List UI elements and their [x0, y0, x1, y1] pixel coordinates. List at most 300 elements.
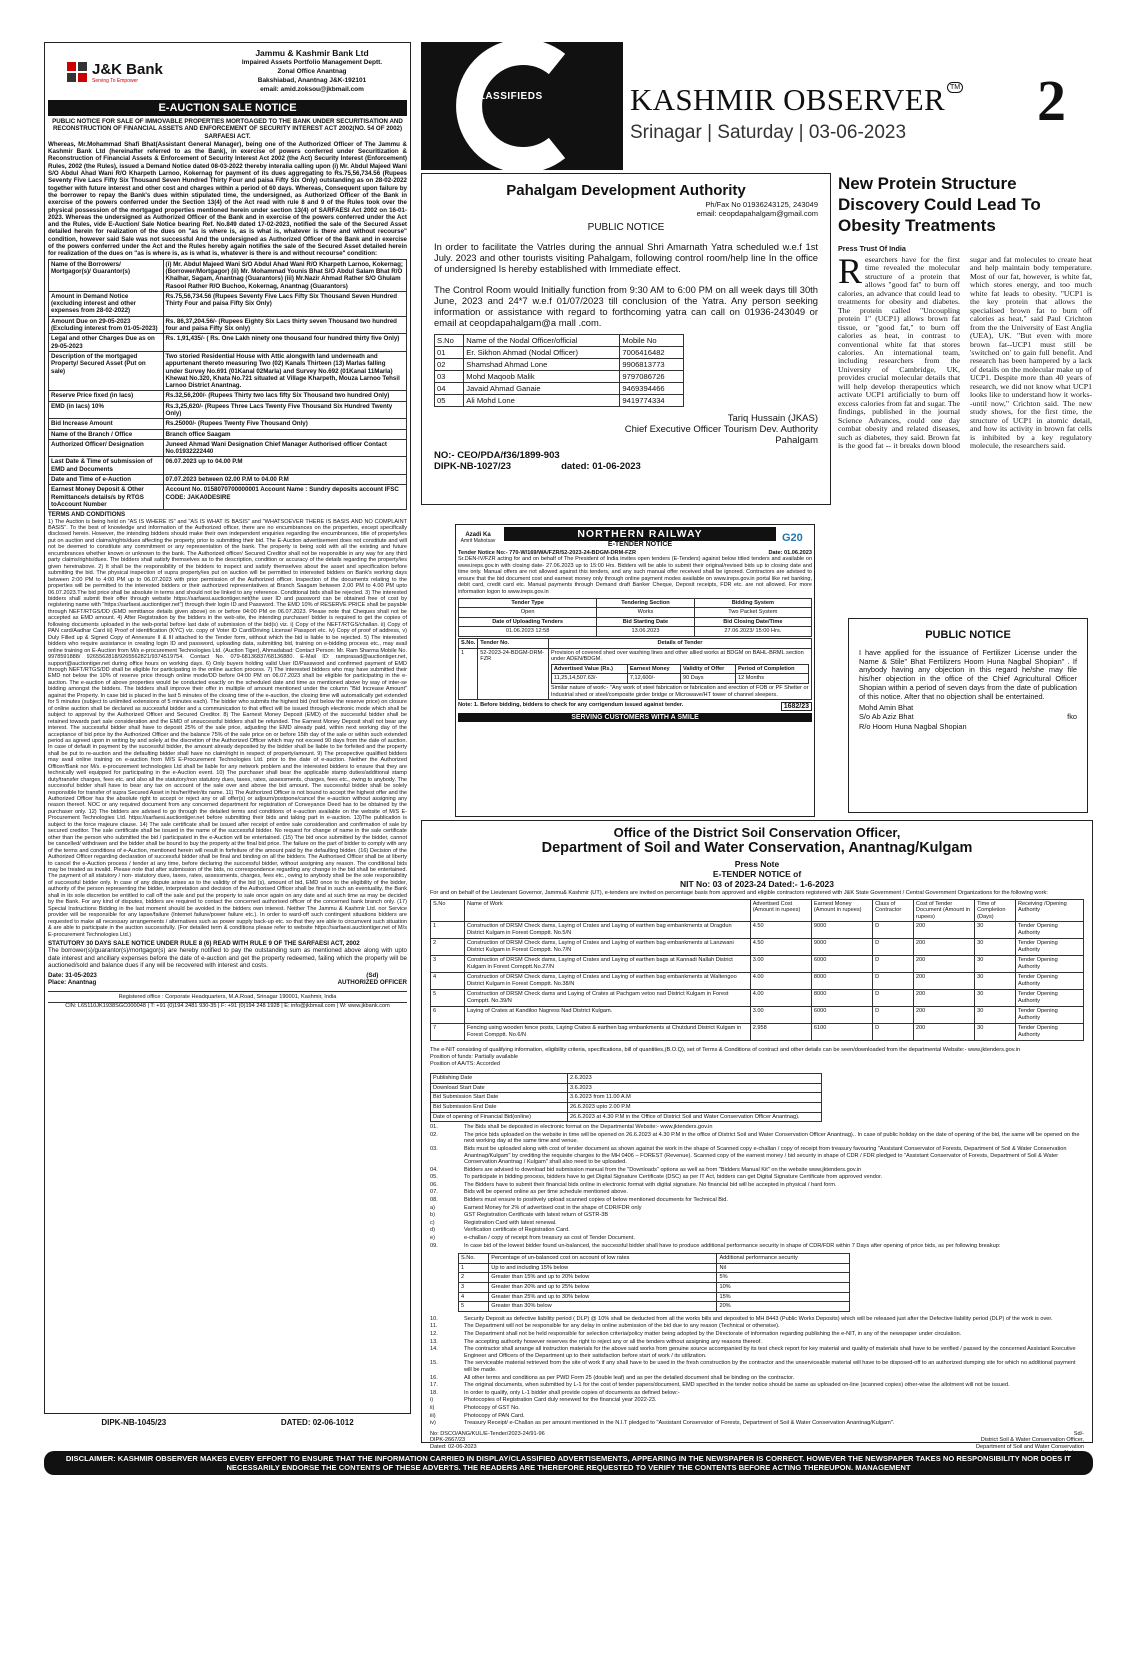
soil-ps-cell: 3: [459, 1283, 489, 1293]
detail-row: [49, 429, 407, 439]
soil-table-row: [431, 939, 1084, 956]
pda-table-row: [435, 371, 684, 383]
soil-cell: 200: [913, 922, 974, 939]
soil-date-value: 26.6.2023 at 4.30 P.M in the Office of District Soil and Water Conservation Officer Anantnag).: [567, 1112, 821, 1122]
soil-condition-text: The contractor shall arrange all instruction materials for the above said works from genuine source accompanied by its test check report for key material and quality of materials shall have to be verified / passed by the concerned Assistant Executive Engineer and Officers of the Department up to their satisfaction before start of work / its utilization.: [464, 1346, 1076, 1359]
railway-details: [458, 638, 812, 700]
soil-funds: Position of funds: Partially available: [430, 1053, 518, 1060]
railway-value-cell: 11,25,14,507.63/-: [551, 674, 627, 684]
pda-cell: Er. Sikhon Ahmad (Nodal Officer): [464, 347, 620, 359]
railway-note: Note: 1. Before bidding, bidders to check for any corrigendum issued against tender.: [458, 702, 684, 709]
detail-label: Legal and other Charges Due as on 29-05-2023: [49, 334, 164, 352]
soil-date-value: 26.6.2023 upto 2.00 P.M: [567, 1102, 821, 1112]
soil-ps-cell: 2: [459, 1273, 489, 1283]
soil-sd: Sd/-: [1073, 1430, 1084, 1437]
soil-ps-row: [459, 1283, 850, 1293]
soil-cell: 6100: [811, 1024, 872, 1041]
soil-condition: [430, 1132, 1084, 1145]
g20-logo: G20: [782, 531, 803, 544]
fertilizer-name: Mohd Amin Bhat: [859, 703, 914, 713]
sd-mark: (Sd): [366, 972, 379, 980]
soil-cell: Construction of DRSM Check dams and Laying of Crates at Pachgam vetoo nad District Kulgam in Forest Compptt. No.39/N: [465, 990, 751, 1007]
soil-table-row: [431, 956, 1084, 973]
trademark-mark: TM: [947, 82, 963, 93]
jk-dipk: DIPK-NB-1045/23: [101, 1418, 167, 1427]
soil-performance-table: [458, 1253, 850, 1312]
jk-dated: DATED: 02-06-1012: [280, 1418, 354, 1427]
pda-table-header: [435, 335, 684, 347]
detail-value: (i) Mr. Abdul Majeed Wani S/O Abdul Ahad Wani R/O Kharpeth Larnoo, Kokernag; (Borrower/Mortgagor) (ii) Mr. Mohammad Younis Bhat S/O Abdul Salam Bhat R/O Khalhar, Sagam, Anantnag (Guarantors) (iii) Mr.Nazir Ahmad Rather S/O Ghulam Rasool Rather R/O Buchoo, Kokernag, Anantnag (Guarantors): [163, 259, 406, 291]
soil-table-row: [431, 922, 1084, 939]
soil-sign-1: District Soil & Water Conservation Officer,: [980, 1437, 1084, 1444]
railway-tender-no: Tender Notice No:- 770-W/169/WA/FZR/52-2023-24-BDGM-DRM-FZR: [458, 550, 636, 556]
soil-cell: Laying of Crates at Kandiloo Nagress Nad District Kulgam.: [465, 1007, 751, 1024]
soil-cell: Tender Opening Authority: [1015, 1007, 1083, 1024]
detail-value: Branch office Saagam: [163, 429, 406, 439]
soil-condition-number: 06.: [430, 1181, 438, 1188]
soil-condition-text: Security Deposit as defective liability period ( DLP) @ 10% shall be deducted from all the works bills and deposited to MH 8443 (Public Works Deposits) which will be released just after the Defective liability period (DLP) of the work is over.: [464, 1315, 1053, 1322]
soil-table-header: [431, 899, 1084, 922]
soil-condition-text: Bids must be uploaded along with cost of tender document as shown against the work in the shape of Scanned copy e-challan / copy of receipt from treasury favouring "Assistant Conservator of Forests, Department of Soil & Water Conservation Anantnag/Kulgam" by crediting the requisite charges to the MH 0406 – FOREST (Revenue). Scanned copy of the earnest money / bid security in shape of CDR / FDR pledged to "Assistant Conservator of Forests, Department of Soil & Water Conservation Anantnag / Kulgam" shall also need to be uploaded.: [464, 1145, 1067, 1166]
soil-cell: 6000: [811, 956, 872, 973]
soil-cell: 30: [975, 973, 1016, 990]
soil-condition-number: 18.: [430, 1389, 438, 1396]
soil-cell: Construction of DRSM Check dams, Laying of Crates and Laying of earthen bag embankments at Dragdun District Kulgam in Forest Compptt. No.5/N: [465, 922, 751, 939]
news-headline: New Protein Structure Discovery Could Lead To Obesity Treatments: [838, 174, 1041, 235]
railway-value-cell: 7,12,600/-: [627, 674, 680, 684]
soil-condition-number: 15.: [430, 1360, 438, 1367]
railway-logo-top: Azadi Ka: [465, 531, 491, 538]
soil-ps-row: [459, 1302, 850, 1312]
soil-cell: 200: [913, 990, 974, 1007]
railway-nature: Similar nature of work:- "Any work of steel fabrication or fabrication and erection of FOB or PF Shelter or Industrial shed or steel/composite girder bridge or Microwave/HT tower of channel sleepers.: [550, 684, 809, 698]
soil-condition-number: 05.: [430, 1174, 438, 1181]
soil-condition: [430, 1413, 1084, 1420]
soil-condition-text: All other terms and conditions as per PWD Form 25 (double leaf) and as per the detailed document shall be binding on the contractor.: [464, 1374, 795, 1381]
soil-condition-number: 07.: [430, 1189, 438, 1196]
soil-condition-number: 01.: [430, 1124, 438, 1131]
soil-ps-header: [459, 1254, 850, 1264]
pda-ref-no: NO:- CEO/PDA/f36/1899-903: [434, 450, 560, 461]
soil-date-label: Bid Submission End Date: [431, 1102, 568, 1112]
soil-date-row: [431, 1093, 822, 1103]
soil-cell: 4.50: [750, 939, 811, 956]
railway-value-cell: 12 Months: [735, 674, 808, 684]
railway-intro: Sr.DEN-IV/FZR acting for and on behalf of The President of India invites open tenders (E-Tenders) against below titled tenders and available on www.ireps.gov.in with closing date- 27.06.2023 up to 15:00 Hrs. Bidders will be able to submit their original/revised bids up to closing date and time only. Manual offers are not allowed against this tenders, and any such manual offer received shall be ignored. Contractors are advised to ensure that the bid document cost and earnest money only through online payment modes available on www.ireps.gov.in portal like net banking, debit card, credit card etc. Manual payments through Demand draft Banker Cheque, Deposit receipts, FDR etc. are not allowed. For more information logon to www.ireps.gov.in: [458, 556, 812, 595]
pda-signatory: Tariq Hussain (JKAS): [727, 413, 818, 424]
pda-cell: 9469394466: [620, 383, 683, 395]
soil-date-row: [431, 1083, 822, 1093]
soil-condition: [430, 1235, 1084, 1242]
soil-cell: 200: [913, 939, 974, 956]
soil-cell: 200: [913, 1024, 974, 1041]
soil-cell: 7: [431, 1024, 465, 1041]
soil-cell: 3.00: [750, 956, 811, 973]
soil-condition: [430, 1205, 1084, 1212]
soil-cell: 30: [975, 922, 1016, 939]
railway-value-cell: Period of Completion: [735, 664, 808, 674]
soil-col-header: Cost of Tender Document (Amount in rupees): [913, 899, 974, 922]
detail-row: [49, 457, 407, 475]
soil-cell: D: [873, 973, 914, 990]
pda-cell: 05: [435, 395, 464, 407]
pda-cell: 9419774334: [620, 395, 683, 407]
railway-grid-cell: Bid Starting Date: [597, 617, 694, 627]
detail-row: [49, 316, 407, 334]
newspaper-name: KASHMIR OBSERVER: [630, 82, 945, 117]
soil-ps-cell: 10%: [717, 1283, 850, 1293]
fertilizer-ro: R/o Hoom Huna Nagbal Shopian: [859, 721, 967, 731]
soil-condition-text: GST Registration Certificate with latest return of GSTR-3B: [464, 1212, 609, 1219]
soil-cell: Construction of DRSM Check dams, Laying of Crates and Laying of earthen bag embankments at Waltengoo District Kulgam in Forest Compptt. No.38/N: [465, 973, 751, 990]
soil-cell: 6000: [811, 1007, 872, 1024]
soil-cell: D: [873, 956, 914, 973]
bank-address-1: Impaired Assets Portfolio Management Deptt.: [241, 59, 383, 66]
soil-etender: E-TENDER NOTICE of: [712, 869, 802, 879]
soil-ps-cell: Greater than 15% and up to 20% below: [489, 1273, 717, 1283]
pda-cell: Mohd Maqoob Malik: [464, 371, 620, 383]
detail-label: Bid Increase Amount: [49, 419, 164, 429]
soil-cell: 30: [975, 1024, 1016, 1041]
railway-value-row: [551, 664, 808, 674]
soil-after-table: The e-NIT consisting of qualifying information, eligibility criteria, specifications, bill of quantities,(B.O.Q), set of Terms & Conditions of contract and other details can be seen/downloaded from the departmental Website:- www.jktenders.gov.in: [430, 1047, 1021, 1054]
soil-condition: [430, 1227, 1084, 1234]
soil-table-row: [431, 990, 1084, 1007]
detail-value: Rs.32,56,200/- (Rupees Thirty two lacs fifty Six Thousand two hundred Only): [163, 391, 406, 401]
soil-condition: [430, 1167, 1084, 1174]
railway-value-cell: 90 Days: [681, 674, 736, 684]
soil-condition-number: b): [430, 1212, 435, 1219]
pda-col-header: Mobile No: [620, 335, 683, 347]
soil-date-row: [431, 1102, 822, 1112]
statutory-text: The borrower(s)/guarantor(s)/mortgagor(s) are hereby notified to pay the outstanding sum as mentioned above along with upto date interest and ancillary expenses before the date of e-auction and get the property redeemed, failing which the property will be auctioned/sold and balance dues if any will be recovered with interest and costs.: [48, 947, 407, 969]
e-auction-title: E-AUCTION SALE NOTICE: [48, 100, 407, 116]
soil-condition-number: 03.: [430, 1145, 438, 1152]
soil-cell: 3: [431, 956, 465, 973]
detail-value: Rs. 1,91,435/- ( Rs. One Lakh ninety one thousand four hundred thirty five Only): [163, 334, 406, 352]
detail-label: Date and Time of e-Auction: [49, 475, 164, 485]
pda-table-row: [435, 347, 684, 359]
soil-condition-number: 12.: [430, 1330, 438, 1337]
soil-condition: [430, 1390, 1084, 1397]
railway-subtitle: E-TENDER NOTICE: [607, 541, 673, 548]
detail-label: Description of the mortgaged Property/ Secured Asset (Put on sale): [49, 351, 164, 390]
pda-place: Pahalgam: [775, 435, 818, 446]
soil-ps-col: Additional performance security: [717, 1254, 850, 1264]
railway-footer: SERVING CUSTOMERS WITH A SMILE: [458, 713, 812, 722]
soil-ps-cell: Greater than 25% and up to 30% below: [489, 1292, 717, 1302]
soil-cell: Tender Opening Authority: [1015, 973, 1083, 990]
detail-value: Two storied Residential House with Attic alongwith land underneath and appurtenant thereto measuring Two (02) Kanals Thirteen (13) Marlas falling under Survey No.691 (01Kanal 02Marla) and Survey No.692 (01Kanal 11Marla) Khewat No.320, Khata No.721 situated at Village Kharpeth, Mouza Larnoo Tehsil Larnoo District Anantnag.: [163, 351, 406, 390]
soil-condition: [430, 1212, 1084, 1219]
news-article: [838, 173, 1092, 613]
soil-col-header: Name of Work: [465, 899, 751, 922]
railway-grid-row: [459, 608, 812, 618]
classifieds-c-icon: [421, 42, 623, 170]
pda-cell: 01: [435, 347, 464, 359]
soil-date-row: [431, 1112, 822, 1122]
soil-condition-text: In case bid of the lowest bidder found un-balanced, the successful bidder shall have to produce additional performance security in shape of CDR/FDR within 7 Days after opening of price bids, as per following breakup:: [464, 1242, 1001, 1249]
fertilizer-text: I have applied for the issuance of Fertilizer License under the Name & Stile" Bhat Fertilizers Hoom Huna Nagbal Shopian" . If anybody having any objection in this regard he/she may file his/her objection in the office of the Chief Agricultural Officer Shopian within a period of seven days from the date of publication of this notice. After that no objection shall be entertained.: [859, 648, 1077, 701]
soil-table-row: [431, 1007, 1084, 1024]
detail-label: Amount in Demand Notice (excluding interest and other expenses from 28-02-2022): [49, 291, 164, 316]
pda-designation: Chief Executive Officer Tourism Dev. Authority: [624, 424, 818, 435]
soil-condition: [430, 1323, 1084, 1330]
railway-grid: [458, 598, 812, 637]
soil-date-label: Date of opening of Financial Bid(online): [431, 1112, 568, 1122]
soil-ps-cell: 5: [459, 1302, 489, 1312]
soil-cell: 9000: [811, 922, 872, 939]
soil-cell: 30: [975, 990, 1016, 1007]
soil-title-1: Office of the District Soil Conservation Officer,: [613, 825, 901, 840]
pda-cell: Ali Mohd Lone: [464, 395, 620, 407]
railway-grid-cell: Date of Uploading Tenders: [459, 617, 597, 627]
soil-condition-text: Photocopy of PAN Card.: [464, 1412, 525, 1419]
soil-conservation-notice: [421, 820, 1093, 1450]
soil-aats: Position of AA/TS: Accorded: [430, 1060, 500, 1067]
soil-condition-text: To participate in bidding process, bidders have to get Digital Signature Certificate (DSC) as per IT Act, bidders can get Digital Signature Certificate from approved vendor.: [464, 1174, 883, 1181]
pda-para1: In order to facilitate the Vatrles during the annual Shri Amarnath Yatra scheduled w.e.f 1st July. 2023 and other tourists visiting Pahalgam, following control room/help line In the office of undersigned Is hereby established with Immediate effect.: [434, 241, 818, 274]
pda-col-header: S.No: [435, 335, 464, 347]
railway-grid-cell: Tendering Section: [597, 598, 694, 608]
notice-place: Place: Anantnag: [48, 979, 97, 987]
soil-condition: [430, 1339, 1084, 1346]
soil-condition: [430, 1375, 1084, 1382]
pda-table-row: [435, 359, 684, 371]
railway-col-sno: S.No.: [459, 638, 478, 648]
soil-date-row: [431, 1074, 822, 1084]
pda-col-header: Name of the Nodal Officer/official: [464, 335, 620, 347]
railway-tno: 52-2023-24-BDGM-DRM-FZR: [478, 648, 549, 700]
e-auction-subtitle: PUBLIC NOTICE FOR SALE OF IMMOVABLE PROPERTIES MORTGAGED TO THE BANK UNDER SECURITISATION AND RECONSTRUCTION OF FINANCIAL ASSETS AND ENFORCEMENT OF SECURITY INTEREST ACT 2002(NO. 54 OF 2002) SARFAESI ACT.: [52, 118, 403, 140]
soil-cell: Tender Opening Authority: [1015, 1024, 1083, 1041]
detail-label: Last Date & Time of submission of EMD and Documents: [49, 457, 164, 475]
soil-condition-text: e-challan / copy of receipt from treasury as cost of Tender Document.: [464, 1235, 635, 1242]
railway-grid-row: [459, 627, 812, 637]
terms-heading: TERMS AND CONDITIONS: [48, 511, 126, 519]
railway-grid-cell: 27.06.2023/ 15:00 Hrs.: [694, 627, 811, 637]
detail-row: [49, 291, 407, 316]
soil-cell: D: [873, 1024, 914, 1041]
soil-date-label: Bid Submission Start Date: [431, 1093, 568, 1103]
fertilizer-code: fko: [1067, 712, 1077, 722]
soil-condition-number: d): [430, 1227, 435, 1234]
soil-cell: Construction of DRSM Check dams, Laying of Crates and Laying of earthen bags at Kannadi Nallah District Kulgam in Forest Compptt.No.27/N: [465, 956, 751, 973]
soil-condition-number: 08.: [430, 1197, 438, 1204]
soil-cell: Tender Opening Authority: [1015, 939, 1083, 956]
pda-para2: The Control Room would Initially function from 9:30 AM to 6:00 PM on all week days till 30th June, 2023 and 24*7 w.e.f 01/07/2023 till conclusion of the Yatra. Any person seeking information or assistance with regard to forthcoming yatra can call on 01936-243049 or email at ceopdapahalgam@a mall .com.: [434, 284, 818, 328]
pda-title: Pahalgam Development Authority: [506, 182, 746, 199]
railway-code: 1682/23: [781, 702, 812, 711]
soil-condition-text: The accepting authority however reserves the right to reject any or all the tenders without assigning any reasons thereof.: [464, 1338, 762, 1345]
detail-value: Juneed Ahmad Wani Designation Chief Manager Authorised officer Contact No.01932222440: [163, 439, 406, 457]
soil-ps-row: [459, 1273, 850, 1283]
bank-logo-icon: [66, 61, 88, 83]
news-dropcap: R: [838, 251, 863, 291]
pda-table-row: [435, 383, 684, 395]
soil-cell: 4.00: [750, 973, 811, 990]
soil-date-label: Download Start Date: [431, 1083, 568, 1093]
soil-cell: 200: [913, 956, 974, 973]
soil-condition: [430, 1124, 1084, 1131]
bank-address-3: Bakshiabad, Anantnag J&K-192101: [257, 77, 367, 84]
detail-row: [49, 351, 407, 390]
bank-name: Jammu & Kashmir Bank Ltd: [255, 48, 369, 58]
railway-value-cell: Validity of Offer: [681, 664, 736, 674]
soil-cell: Construction of DRSM Check dams, Laying of Crates and Laying of earthen bag embankments at Lanzwani District Kulgam in Forest Compptt. No.7/N: [465, 939, 751, 956]
detail-value: Account No. 0158070700000001 Account Name : Sundry deposits account IFSC CODE: JAKA0DESIRE: [163, 485, 406, 510]
soil-condition: [430, 1360, 1084, 1373]
soil-condition-number: i): [430, 1397, 434, 1404]
soil-cell: 4.00: [750, 990, 811, 1007]
news-byline: Press Trust Of India: [838, 244, 906, 253]
detail-value: Rs.3,25,620/- (Rupees Three Lacs Twenty Five Thousand Six Hundred Twenty Only): [163, 401, 406, 419]
soil-works-table: [430, 899, 1084, 1042]
pda-heading: PUBLIC NOTICE: [587, 222, 665, 233]
bank-email: email: amid.zoksou@jkbmail.com: [260, 86, 364, 93]
soil-condition-text: Bids will be opened online as per time schedule mentioned above.: [464, 1189, 628, 1196]
disclaimer-bar: DISCLAIMER: KASHMIR OBSERVER MAKES EVERY EFFORT TO ENSURE THAT THE INFORMATION CARRIED IN DISPLAY/CLASSIFIED ADVERTISEMENTS, APPEARING IN THE NEWSPAPER IS CORRECT. HOWEVER THE NEWSPAPER TAKES NO RESPONSIBILITY NOR DOES IT NECESSARILY ENDORSE THE CONTENTS OF THESE ADVERTS. THE READERS ARE THEREFORE REQUESTED TO VERIFY THE CONTENTS BEFORE ACTING THEREUPON. MANAGEMENT: [44, 1451, 1093, 1475]
soil-condition-text: The serviceable material retrieved from the site of work if any shall have to be used in the fresh construction by the contractor and the unserviceable material will have to be disposed-off to an authorized dumping site for which no additional payment will be made.: [464, 1360, 1076, 1373]
soil-ps-cell: 15%: [717, 1292, 850, 1302]
fertilizer-notice: [848, 618, 1088, 813]
soil-cell: 200: [913, 973, 974, 990]
bank-address-2: Zonal Office Anantnag: [277, 68, 347, 75]
page-number: 2: [1037, 68, 1066, 133]
notice-date: Date: 31-05-2023: [48, 972, 97, 980]
soil-cell: 6: [431, 1007, 465, 1024]
statutory-heading: STATUTORY 30 DAYS SALE NOTICE UNDER RULE 8 (6) READ WITH RULE 9 OF THE SARFAESI ACT, 2002: [48, 940, 360, 947]
fertilizer-so: S/o Ab Aziz Bhat: [859, 712, 914, 722]
soil-condition-number: iv): [430, 1420, 436, 1427]
detail-label: Reserve Price fixed (in lacs): [49, 391, 164, 401]
soil-nit: NIT No: 03 of 2023-24 Dated:- 1-6-2023: [680, 879, 834, 889]
soil-condition-number: 16.: [430, 1374, 438, 1381]
soil-cell: 4: [431, 973, 465, 990]
railway-notice: [455, 524, 815, 817]
railway-work: Provision of covered shed over washing lines and other allied works at BDGM on BAHL-BRML section under ADEN/BDGM.: [550, 649, 804, 663]
soil-condition-text: The price bids uploaded on the website in time will be opened on 26.6.2023 at 4.30 P.M in the office of District Soil and Water Conservation Officer Anantnag).. In case of public holiday on the date of opening of the bid, the same will be opened on the next working day at the same time and venue.: [464, 1131, 1080, 1145]
soil-condition-number: 04.: [430, 1166, 438, 1173]
jk-bank-logo: [48, 46, 163, 98]
detail-row: [49, 334, 407, 352]
railway-grid-cell: 13.06.2023: [597, 627, 694, 637]
pda-email: email: ceopdapahalgam@gmail.com: [696, 209, 818, 218]
soil-dates-table: [430, 1073, 822, 1122]
soil-cell: Tender Opening Authority: [1015, 956, 1083, 973]
pda-cell: 04: [435, 383, 464, 395]
detail-row: [49, 391, 407, 401]
soil-cell: 3.00: [750, 1007, 811, 1024]
pda-cell: 9906813773: [620, 359, 683, 371]
classifieds-banner: [421, 42, 623, 170]
soil-condition: [430, 1382, 1084, 1389]
soil-cell: 9000: [811, 939, 872, 956]
pda-cell: 7006416482: [620, 347, 683, 359]
pda-cell: 9797086726: [620, 371, 683, 383]
soil-condition-number: 14.: [430, 1346, 438, 1353]
soil-ps-cell: Greater than 30% below: [489, 1302, 717, 1312]
detail-label: EMD (in lacs) 10%: [49, 401, 164, 419]
soil-press-note: Press Note: [734, 859, 780, 869]
soil-condition-number: iii): [430, 1412, 436, 1419]
pda-notice: [421, 173, 831, 505]
soil-condition-number: 13.: [430, 1338, 438, 1345]
soil-cell: D: [873, 1007, 914, 1024]
railway-value-row: [551, 674, 808, 684]
pda-cell: Javaid Ahmad Ganaie: [464, 383, 620, 395]
soil-condition-text: The Bids shall be deposited in electronic format on the Departmental Website:- www.jktenders.gov.in: [464, 1124, 713, 1131]
railway-tender-date: Date: 01.06.2023: [768, 550, 812, 556]
soil-ps-cell: Greater than 20% and up to 25% below: [489, 1283, 717, 1293]
soil-condition-number: ii): [430, 1404, 435, 1411]
railway-value-cell: Earnest Money: [627, 664, 680, 674]
bank-logo-tagline: Serving To Empower: [92, 77, 139, 84]
cin-line: CIN: L65110JK1938SGC000048 | T: +91 (0)194 2481 930-35 | F: +91 (0)194 248 1928 | E: info@jkbmail.com | W: www.jkbank.com: [48, 1002, 407, 1010]
railway-value-cell: Advertised Value (Rs.): [551, 664, 627, 674]
soil-ps-cell: Nil: [717, 1263, 850, 1273]
soil-cell: 2.958: [750, 1024, 811, 1041]
detail-row: [49, 419, 407, 429]
railway-sno: 1: [459, 648, 478, 700]
registered-office: Registered office : Corporate Headquarters, M.A.Road, Srinagar 190001, Kashmir, India: [118, 993, 337, 1000]
soil-title-2: Department of Soil and Water Conservation, Anantnag/Kulgam: [541, 840, 973, 856]
soil-cell: 8000: [811, 973, 872, 990]
soil-table-row: [431, 1024, 1084, 1041]
soil-condition: [430, 1182, 1084, 1189]
railway-grid-cell: Tender Type: [459, 598, 597, 608]
railway-grid-cell: Open: [459, 608, 597, 618]
detail-row: [49, 475, 407, 485]
soil-col-header: Earnest Money (Amount in rupees): [811, 899, 872, 922]
railway-title: NORTHERN RAILWAY: [504, 527, 776, 541]
soil-intro: For and on behalf of the Lieutenant Governor, Jammu& Kashmir (UT), e-tenders are invited on percentage basis from approved and eligible contractors registered with J&K State Government / Central Government Organizations for the following work:: [430, 890, 1048, 896]
soil-condition: [430, 1346, 1084, 1359]
soil-cell: 30: [975, 956, 1016, 973]
soil-table-row: [431, 973, 1084, 990]
soil-ps-cell: 4: [459, 1292, 489, 1302]
soil-condition-text: Photocopies of Registration Card duly renewed for the financial year 2022-23.: [464, 1397, 657, 1404]
soil-condition-number: 11.: [430, 1323, 438, 1330]
soil-condition-number: e): [430, 1235, 435, 1242]
railway-col-tno: Tender No.: [478, 638, 549, 648]
pda-cell: 02: [435, 359, 464, 371]
soil-ps-cell: Up to and including 15% below: [489, 1263, 717, 1273]
detail-row: [49, 485, 407, 510]
railway-logo-bottom: Amrit Mahotsav: [460, 537, 496, 544]
detail-value: 07.07.2023 between 02.00 P.M to 04.00 P.M: [163, 475, 406, 485]
pda-dipk: DIPK-NB-1027/23: [434, 461, 512, 472]
soil-date-label: Publishing Date: [431, 1074, 568, 1084]
detail-row: [49, 401, 407, 419]
soil-conditions-a: [430, 1124, 1084, 1249]
terms-text: 1) The Auction is being held on "AS IS WHERE IS" and "AS IS WHAT IS BASIS" and "WHATSOEVER THERE IS BASIS AND NO COMPLAINT BASIS". To the best of knowledge and information of the Authorized officer, there are no encumbrances on the properties, except specifically disclosed herein. However, the intending bidders should make their own independent enquiries regarding the encumbrances, title of property/ies put on auction and claims/rights/dues affecting the property, prior to submitting their bid. The E-Auction advertisement does not constitute and will not be deemed to constitute any commitment or any representation of the bank. The property is being sold with all the existing and future encumbrances whether known or unknown to the bank. The Authorized officer/ Secured Creditor shall not be responsible in any way for any third party claims/rights/dues. The bidders shall satisfy themselves as to the description, condition or accuracy of the details regarding the property/ies given hereinabove. 2) It shall be the responsibility of the bidders to inspect and satisfy themselves about the asset and specification before submitting the bid. The physical inspection of supra property/ies put on auction will be permitted to interested bidders on Bank's working days between 2:00 PM to 4:00 PM up to 06.07.2023 with prior permission of the Authorized officer. Inspection of the documents relating to the properties will be permitted to the interested bidders or their authorized representatives at Branch Saagam between 2.00 PM to 4.00 PM upto 06.07.2023.The bid price shall be absolute in terms and should not be linked to any reference. Conditional bids shall be rejected. 3) The interested bidders shall submit their offer through website https://sarfaesi.auctiontiger.net(the user ID and password can be obtained free of cost by registering name with "https://sarfaesi.auctiontiger.net") through their login ID and Password. The EMD 10% of RESERVE PRICE shall be payable through NEFT/RTGS/DD (EMD remittance details given above) on or before 04:00 PM on 06.07.2023. Please note that Cheques shall not be accepted as EMD amount. 4) After Registration by the bidders in the web-site, the intending purchaser/ bidder is required to get the copies of following documents uploaded in the web-portal before last date of submission of the bid(s) viz. i) Copy of the NEFT/RTGS/challan. ii) Copy of PAN card/Aadhar Card iii) Proof of identification (KYC) viz. copy of Voter ID Card/Driving License/ Passport etc. iv) Copy of proof of address, v) Duly Filled up & Signed Copy of Annexure II & III attached to the Tender form, without which the bid is liable to be rejected. 5) The interested bidders who require assistance in creating login ID and password, uploading data, submitting bid, training on e-bidding process etc., may avail online training on E-Auction from M/s e-procurement Technologies Ltd. (Auction Tiger), Ahmadabad: Contact Person: Mr. Ram Sharma Mobile No. 9978591888/ 9265562818/9265562821/9374519754. Contact No. 079-68136837/68136880. E-Mail ID: ramprasad@auctiontiger.net, support@auctiontiger.net during office hours on working days. 6) Only buyers holding valid User ID/Password and confirmed payment of EMD through NEFT/RTGS/DD shall be eligible for participating in the online auction process. 7) The interested bidders who may have submitted their EMD not below the 10% of reserve price through online mode/DD before 04:00 PM on 06.07.2023 shall be eligible for participating in the e-auction. The e-auction of above properties would be conducted exactly on the scheduled date and time as mentioned above by way of inter-se bidding amongst the bidders. The bidders shall improve their offer in multiple of amount mentioned under the column "Bid Increase Amount" against the Property. In case bid is placed in the last 5 minutes of the closing time of the e-auction, the closing time will automatically get extended for 5 minutes (subject to unlimited extensions of 5 minutes each). The bidder who submits the highest bid (not below the reserve price) on closure of online auction shall be declared as successful bidder and a communication to that effect will be issued through electronic mode which shall be subject to approval by the Authorized Officer and Secured Creditor. 8) The Earnest Money Deposit (EMD) of the successful bidder shall be retained towards part sale consideration and the EMD of unsuccessful bidders shall be refunded. The Earnest Money Deposit shall not bear any interest. The successful bidder shall have to deposit 25% of the sale price, adjusting the EMD already paid, within next working day of the acceptance of bid price by the Authorized Officer and the balance 75% of the sale price on or before 15th day of the sale or within such extended period as agreed upon in writing by and solely at the discretion of the Authorized Officer which may not exceed 90 days from the date of auction. In case of default in payment by the successful bidder, the amount already deposited by the bidder shall be liable to be forfeited and the property shall be put to re-auction and the defaulting bidder shall have no claim/right in respect of property/amount. 9) The prospective qualified bidders may avail online training on e-auction from M/S E-Procurement Technologies Ltd. prior to the date of e-auction. Neither the Authorized Officer/Bank nor M/s. e-procurement technologies Ltd shall be liable for any network problem and the interested bidders to ensure that they are technically well equipped for participating in the e-Auction event. 10) The purchaser shall bear the applicable stamp duties/additional stamp duty/transfer charges, fees etc. and also all the statutory/non statutory dues, taxes, rates, assessments, charges, fees etc., owing to anybody. The successful bidder shall have to bear any tax on account of the sale over and above the bid amount. The successful bidder shall be solely responsible for transfer of supra Secured Asset in his/her/their/its name. 11) The Authorized Officer is not bound to accept the highest offer and the Authorized Officer has the absolute right to accept or reject any or all offer(s) or adjourn/postpone/cancel the e-auction without assigning any reason thereof. NOC or any required document from any concerned department for registration of Conveyance Deed has to be obtained by the purchaser only. 12) The bidders are advised to go through the detailed terms and conditions of e-auction available on the website of M/S E-Procurement Technologies Ltd. https://sarfaesi.auctiontiger.net before submitting their bids and taking part in e-auction. 13)The publication is subject to the force majeure clause. 14) The sale certificate shall be issued after receipt of entire sale consideration and confirmation of sale by secured creditor. The sale certificate shall be issued in the name of the successful bidder. No request for change of name in the sale certificate other than the person who submitted the bid / participated in the e-Auction will be entertained. (15) The bid once submitted by the bidder, cannot be cancelled/ withdrawn and the bidder shall be bound to buy the property at the final bid price. The failure on the part of bidder to comply with any of the terms and conditions of e-Auction, mentioned herein will result in forfeiture of the amount paid by the defaulting bidder. (16) Decision of the Authorized Officer regarding declaration of successful bidder shall be final and binding on all the bidders. The Authorised Officer shall be at liberty to cancel the e-Auction process / tender at any time, before declaring the successful bidder, without assigning any reason. The conditional bids may be treated as invalid. Please note that after submission of the bids, no correspondence regarding any change in the bid shall be entertained. The payment of all statutory / non- statutory dues, taxes, rates, assessments, charges, fees etc., owing to anybody shall be the sole responsibility of successful bidder only. In case of any dispute arises as to the validity of the bid (s), amount of bid, EMD once to the eligibility of the bidder, authority of the person representing the bidder, interpretation and decision of the Authorised Officer shall be final in such an eventuality, the Bank shall in its sole discretion be entitled to call off the sale and put the property to sale once again on any date and at such time as may be decided by the Bank. For any kind of disputes, bidders are required to contact the concerned authorised officer of the concerned bank branch only. (17) Special Instructions Bidding in the last moment should be avoided in the bidders own interest. Neither The Jammu & Kashmir Ltd. nor Service provider will be responsible for any lapse/failure (Internet failure/power failure etc.). In order to ward-off such contingent situations bidders are requested to make all necessary arrangements / alternatives such as power supply back-up etc. so that they are able to circumvent such situation & are able to participate in the auction successfully. (For detailed term & conditions please refer to website https://sarfaesi.auctiontiger.net of M/s E-procurement Technologies Ltd.): [48, 518, 407, 938]
soil-condition-text: The original documents, when submitted by L-1 for the cost of tender papers/document, EMD specified in the tender notice should be same as uploaded on-line (scanned copies) other-wise the allotment will not be issued.: [464, 1382, 1010, 1389]
soil-ps-cell: 5%: [717, 1273, 850, 1283]
fertilizer-heading: PUBLIC NOTICE: [925, 629, 1011, 641]
soil-cell: D: [873, 990, 914, 1007]
soil-condition: [430, 1197, 1084, 1204]
soil-cell: Tender Opening Authority: [1015, 922, 1083, 939]
soil-cell: 8000: [811, 990, 872, 1007]
soil-cell: 200: [913, 1007, 974, 1024]
railway-grid-cell: Two Packet System: [694, 608, 811, 618]
soil-condition-text: Earnest Money for 2% of advertised cost in the shape of CDR/FDR only: [464, 1204, 642, 1211]
soil-ps-cell: 20%: [717, 1302, 850, 1312]
soil-condition-number: c): [430, 1219, 435, 1226]
pda-cell: Shamshad Ahmad Lone: [464, 359, 620, 371]
detail-value: 06.07.2023 up to 04.00 P.M: [163, 457, 406, 475]
